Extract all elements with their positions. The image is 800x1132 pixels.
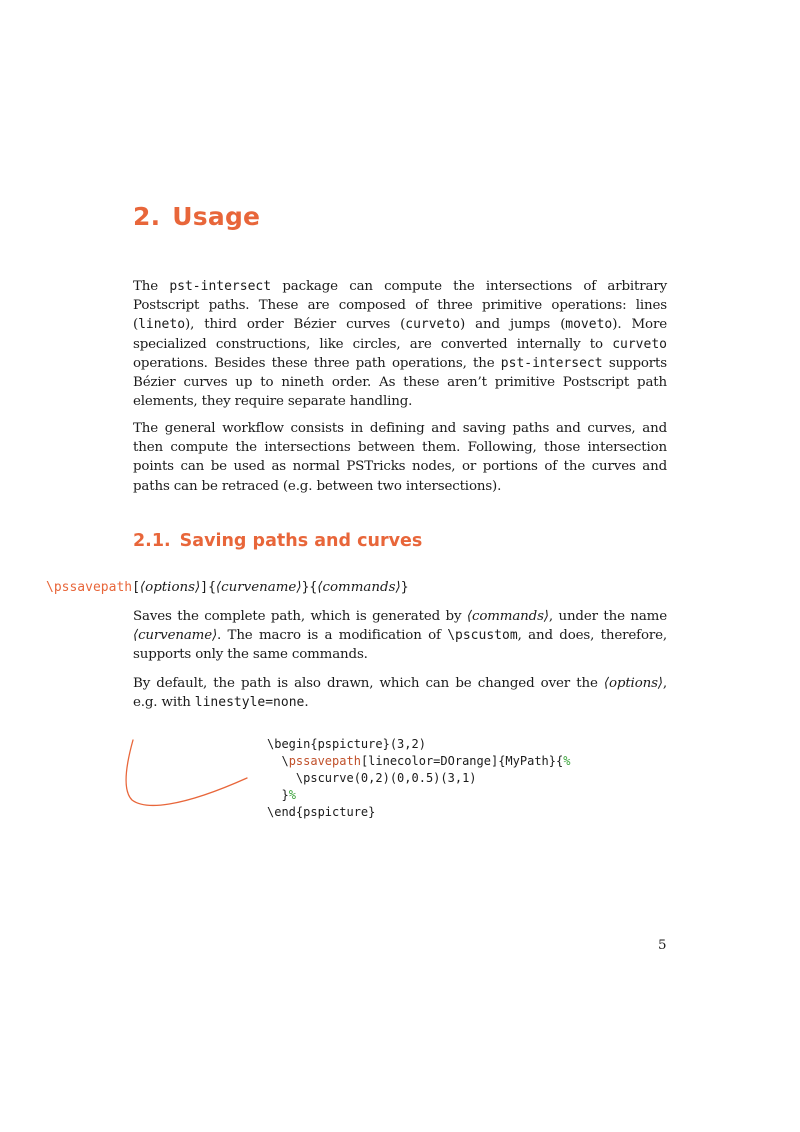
text-run: package can compute the intersections of arbitrary Postscript paths. These are composed of three primitive operations: lines ( xyxy=(133,279,667,333)
text-run: Saves the complete path, which is generated by xyxy=(133,609,467,624)
macro-arg-commands: ⟨commands⟩ xyxy=(317,580,401,595)
meta-argument: ⟨curvename⟩ xyxy=(133,628,218,644)
inline-code: linestyle=none xyxy=(194,695,305,711)
code-example xyxy=(267,736,570,821)
text-run: , and does, therefore, supports only the same commands. xyxy=(133,628,667,663)
code-keyword: pssavepath xyxy=(288,754,361,768)
inline-code: \pscustom xyxy=(447,628,518,644)
meta-argument: ⟨options⟩ xyxy=(603,676,663,691)
macro-arg-options: ⟨options⟩ xyxy=(139,580,201,595)
code-comment: % xyxy=(288,788,296,802)
text-run: ), third order Bézier curves ( xyxy=(185,317,406,333)
text-run: , e.g. with xyxy=(133,676,667,711)
text-run: ). More specialized constructions, like circles, are converted internally to xyxy=(133,317,667,352)
text-run: ) and jumps ( xyxy=(460,317,566,333)
meta-argument: ⟨commands⟩ xyxy=(466,609,549,624)
macro-default-paragraph xyxy=(133,674,667,712)
inline-code: lineto xyxy=(138,317,186,333)
macro-name: \pssavepath xyxy=(46,580,133,595)
macro-bracket: [ xyxy=(132,580,140,595)
intro-paragraph-2 xyxy=(133,419,667,496)
text-run: . The macro is a modification of xyxy=(217,628,448,644)
text-run: operations. Besides these three path operations, the xyxy=(133,355,501,371)
text-run: supports Bézier curves up to nineth order. As these aren’t primitive Postscript path elements, they require separate handling. xyxy=(133,355,668,410)
text-run: By default, the path is also drawn, which can be changed over the xyxy=(133,676,604,691)
inline-code: curveto xyxy=(405,317,461,333)
macro-brace: } xyxy=(400,580,409,595)
code-line xyxy=(267,771,477,785)
page-number: 5 xyxy=(658,938,667,953)
example-figure xyxy=(110,730,260,820)
code-token: \pscurve(0,2)(0,0.5)(3,1) xyxy=(267,771,477,785)
macro-brace: { xyxy=(309,580,318,595)
macro-description-paragraph xyxy=(133,607,667,665)
code-token: \end{pspicture} xyxy=(267,805,376,819)
section-heading xyxy=(133,202,260,231)
inline-code: moveto xyxy=(565,317,613,333)
inline-code: curveto xyxy=(612,336,667,352)
section-title: Usage xyxy=(172,202,261,231)
subsection-title: Saving paths and curves xyxy=(179,531,423,551)
macro-bracket: ] xyxy=(200,580,209,595)
macro-brace: } xyxy=(301,580,310,595)
macro-signature xyxy=(46,578,409,597)
code-token: [linecolor=DOrange]{MyPath}{ xyxy=(360,754,564,768)
inline-code: pst-intersect xyxy=(500,355,603,371)
text-run: . xyxy=(304,695,309,711)
saved-path-curve xyxy=(126,740,247,805)
macro-brace: { xyxy=(208,580,216,595)
text-run: , under the name xyxy=(548,609,668,624)
code-line xyxy=(267,754,570,768)
code-token: \begin{pspicture}(3,2) xyxy=(267,737,426,751)
subsection-heading xyxy=(133,531,422,551)
section-number: 2. xyxy=(133,202,161,231)
text-run: The xyxy=(133,279,170,294)
code-token: \ xyxy=(267,754,289,768)
code-token: } xyxy=(267,788,289,802)
code-line xyxy=(267,788,296,802)
text-run: The general workflow consists in defining and saving paths and curves, and then compute the intersections between them. Following, those intersection points can be used as normal PSTricks nodes, or portions of the curves and paths can be retraced (e.g. between two intersections). xyxy=(133,421,667,494)
macro-arg-curvename: ⟨curvename⟩ xyxy=(215,580,302,595)
code-comment: % xyxy=(563,754,571,768)
intro-paragraph-1 xyxy=(133,277,667,411)
code-line xyxy=(267,805,375,819)
code-line xyxy=(267,737,426,751)
subsection-number: 2.1. xyxy=(133,531,171,551)
inline-code: pst-intersect xyxy=(169,279,272,294)
